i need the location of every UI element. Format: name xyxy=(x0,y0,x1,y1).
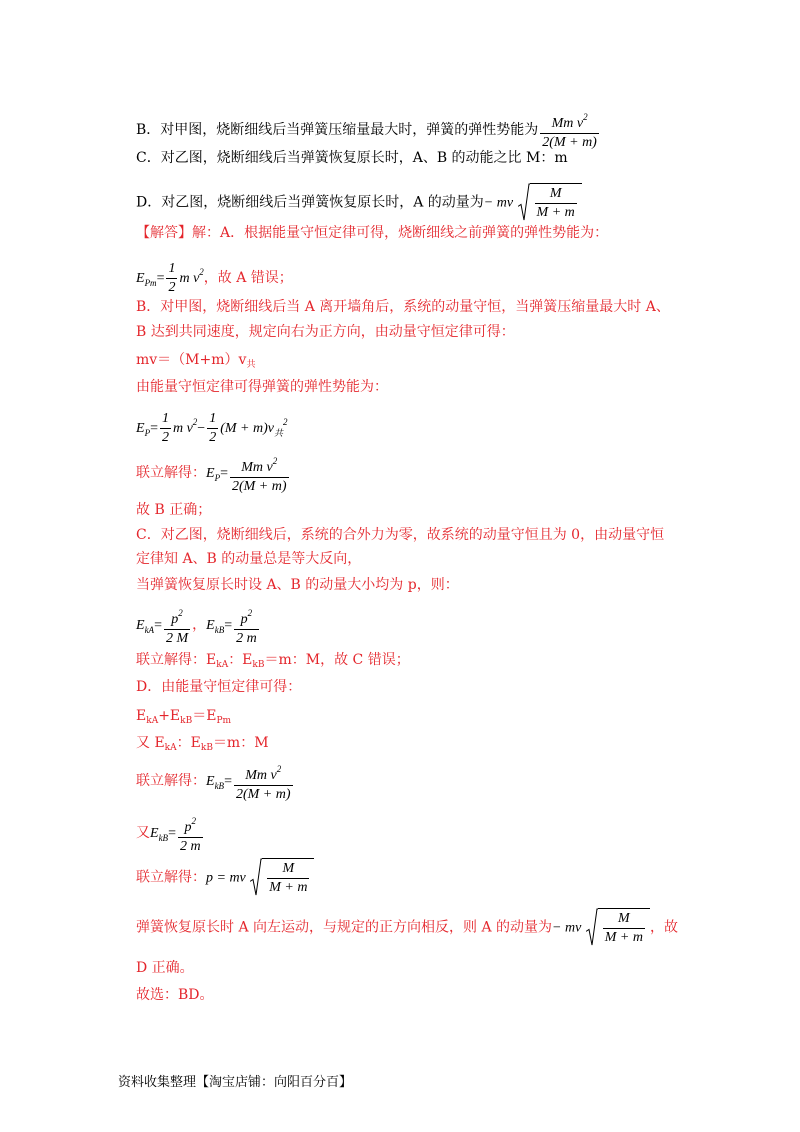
solution-d2: $E_{kA}+E_{kB}=E_{Pm}$ xyxy=(136,708,232,726)
solution-d-ekb-p: 又$E_{kB}=$ $\frac{p^2}{2 m}$ xyxy=(136,816,201,854)
solution-d-correct: D 正确。 xyxy=(136,960,194,976)
page-footer: 资料收集整理【淘宝店铺：向阳百分百】 xyxy=(118,1075,353,1090)
solution-b1: B．对甲图，烧断细线后当 A 离开墙角后，系统的动量守恒，当弹簧压缩量最大时 A、 xyxy=(136,299,670,315)
solution-c1: C．对乙图，烧断细线后，系统的合外力为零，故系统的动量守恒且为 0，由动量守恒 xyxy=(136,527,665,543)
solution-c3: 当弹簧恢复原长时设 A、B 的动量大小均为 p，则： xyxy=(136,577,459,593)
solution-d-p: 联立解得：p = mv $\frac{M}{M + m}$ xyxy=(136,858,314,897)
solution-b2: B 达到共同速度，规定向右为正方向，由动量守恒定律可得： xyxy=(136,324,515,340)
sqrt-formula: $\frac{M}{M + m}$ xyxy=(518,183,582,222)
option-d: D．对乙图，烧断细线后当弹簧恢复原长时，A 的动量为− mv $\frac{M}{M + m}$ xyxy=(136,183,582,222)
solution-b-result: 联立解得：$E_P=$ $\frac{Mm v^2}{2(M + m)}$ xyxy=(136,456,287,494)
solution-b4: 由能量守恒定律可得弹簧的弹性势能为： xyxy=(136,379,388,395)
sqrt-formula: $\frac{M}{M + m}$ xyxy=(250,858,314,897)
option-d-text: D．对乙图，烧断细线后当弹簧恢复原长时，A 的动量为 xyxy=(136,194,484,211)
solution-answer: 故选：BD。 xyxy=(136,987,214,1003)
solution-d3: 又 $E_{kA}$：$E_{kB}=m$：M xyxy=(136,735,269,753)
sqrt-formula: $\frac{M}{M + m}$ xyxy=(586,908,650,947)
option-b-text: B．对甲图，烧断细线后当弹簧压缩量最大时，弹簧的弹性势能为 xyxy=(136,122,539,138)
option-b xyxy=(136,108,601,152)
formula-ekA-ekB: $E_{kA}=$ $\frac{p^2}{2 M}$ ，$E_{kB}=$ $\frac{p^2}{2 m}$ xyxy=(136,608,257,646)
solution-c2: 定律知 A、B 的动量总是等大反向， xyxy=(136,551,362,567)
solution-d-ekb: 联立解得：$E_{kB}=$ $\frac{Mm v^2}{2(M + m)}$ xyxy=(136,764,291,802)
solution-b-correct: 故 B 正确； xyxy=(136,502,212,518)
solution-d-last: 弹簧恢复原长时 A 向左运动，与规定的正方向相反，则 A 的动量为− mv $\frac{M}{M + m}$ ，故 xyxy=(136,908,678,947)
formula-ep-energy: $E_P=$ $\frac{1}{2}$ m $v^2-$ $\frac{1}{2}$ $(M + m)v_共^2$ xyxy=(136,411,288,446)
solution-d1: D．由能量守恒定律可得： xyxy=(136,679,302,695)
solution-header: 【解答】 xyxy=(136,225,192,241)
solution-b3: $mv=(M+m)v_共$ xyxy=(136,352,256,370)
solution-intro: 【解答】解：A．根据能量守恒定律可得，烧断细线之前弹簧的弹性势能为： xyxy=(136,225,609,241)
solution-c5: 联立解得：$E_{kA}$：$E_{kB}=m$：M，故 C 错误； xyxy=(136,652,410,670)
formula-mmv2-over-2mpm: $\frac{Mm v^2}{2(M + m)}$ xyxy=(542,112,597,150)
option-c: C．对乙图，烧断细线后当弹簧恢复原长时，A、B 的动能之比 M：m xyxy=(136,150,568,166)
formula-epm: $E_{Pm}=$ $\frac{1}{2}$ m $v^2$，故 A 错误； xyxy=(136,261,293,296)
